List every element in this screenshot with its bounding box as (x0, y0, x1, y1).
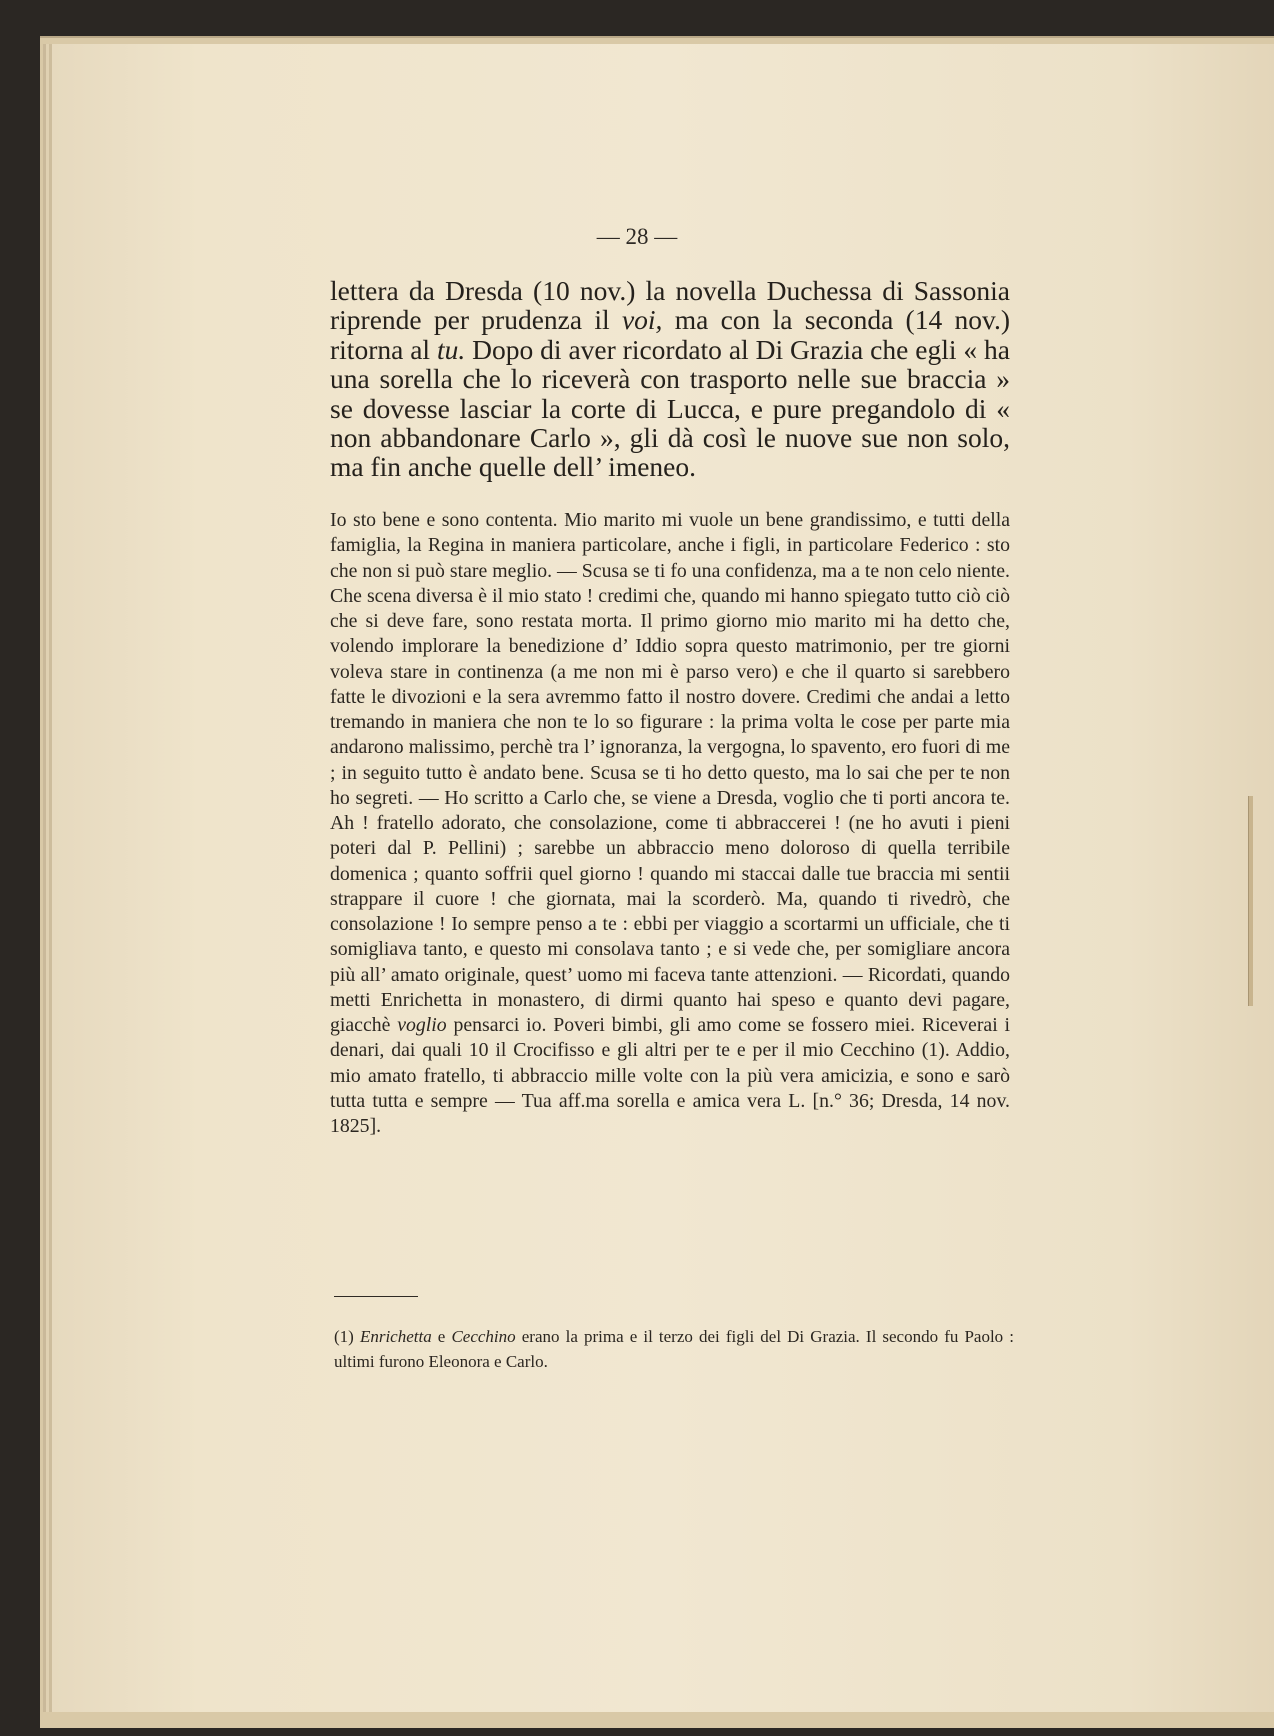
intro-emphasis-voi: voi, (621, 304, 663, 336)
footnote-text: erano la prima e il terzo dei figli del Di Grazia. Il secondo fu Paolo : ultimi furono Eleonora e Carlo. (334, 1327, 1015, 1371)
intro-emphasis-tu: tu. (436, 333, 466, 365)
page-number: — 28 — (596, 224, 678, 249)
intro-text-1: lettera da Dresda (10 nov.) la novella Duchessa di Sassonia riprende per prudenza il (330, 275, 1010, 336)
intro-paragraph (330, 276, 1010, 482)
quoted-letter (330, 508, 1010, 1139)
footnote-marker: (1) (334, 1327, 354, 1346)
footnote-separator (334, 1296, 418, 1297)
footnote (334, 1324, 1014, 1374)
binding-thread (1248, 796, 1253, 1006)
footnote-name-cecchino: Cecchino (451, 1327, 516, 1346)
letter-emphasis-voglio: voglio (397, 1014, 447, 1036)
intro-text-2: ma con la seconda (14 nov.) ritorna al (330, 304, 1011, 365)
footnote-conjunction: e (431, 1327, 452, 1346)
letter-text-1: Io sto bene e sono contenta. Mio marito mi vuole un bene grandissimo, e tutti della famiglia, la Regina in maniera particolare, anche i figli, in particolare Federico : sto che non si può stare meglio. — Scusa se ti fo una confidenza, ma a te non celo niente. Che scena diversa è il mio stato ! credimi che, quando mi hanno spiegato tutto ciò ciò che si deve fare, sono restata morta. Il primo giorno mio marito mi ha detto che, volendo implorare la benedizione d’ Iddio sopra questo matrimonio, per tre giorni voleva stare in continenza (a me non mi è parso vero) e che il quarto si sarebbero fatte le divozioni e la sera avremmo fatto il nostro dovere. Credimi che andai a letto tremando in maniera che non te lo so figurare : la prima volta le cose per parte mia andarono malissimo, perchè tra l’ ignoranza, la vergogna, lo spavento, ero fuori di me ; in seguito tutto è andato bene. Scusa se ti ho detto questo, ma lo sai che per te non ho segreti. — Ho scritto a Carlo che, se viene a Dresda, voglio che ti porti ancora te. Ah ! fratello adorato, che consolazione, come ti abbraccerei ! (ne ho avuti i pieni poteri dal P. Pellini) ; sarebbe un abbraccio meno doloroso di quella terribile domenica ; quanto soffrii quel giorno ! quando mi staccai dalle tue braccia mi sentii strappare il cuore ! che giornata, mai la scorderò. Ma, quando ti rivedrò, che consolazione ! Io sempre penso a te : ebbi per viaggio a scortarmi un ufficiale, che ti somigliava tanto, e questo mi consolava tanto ; e si vede che, per somigliare ancora più all’ amato originale, quest’ uomo mi faceva tante attenzioni. — Ricordati, quando metti Enrichetta in monastero, di dirmi quanto hai speso e quanto devi pagare, giacchè (330, 509, 1010, 1036)
footnote-name-enrichetta: Enrichetta (359, 1327, 432, 1346)
letter-text-2: pensarci io. Poveri bimbi, gli amo come se fossero miei. Riceverai i denari, dai quali 10 il Crocifisso e gli altri per te e per il mio Cecchino (1). Addio, mio amato fratello, ti abbraccio mille volte con la più vera amicizia, e sono e sarò tutta tutta e sempre — Tua aff.ma sorella e amica vera L. [n.° 36; Dresda, 14 nov. 1825]. (330, 1014, 1010, 1137)
intro-text-3: Dopo di aver ricordato al Di Grazia che egli « ha una sorella che lo riceverà con trasporto nelle sue braccia » se dovesse lasciar la corte di Lucca, e pure pregandolo di « non abbandonare Carlo », gli dà così le nuove sue non solo, ma fin anche quelle dell’ imeneo. (330, 333, 1010, 483)
